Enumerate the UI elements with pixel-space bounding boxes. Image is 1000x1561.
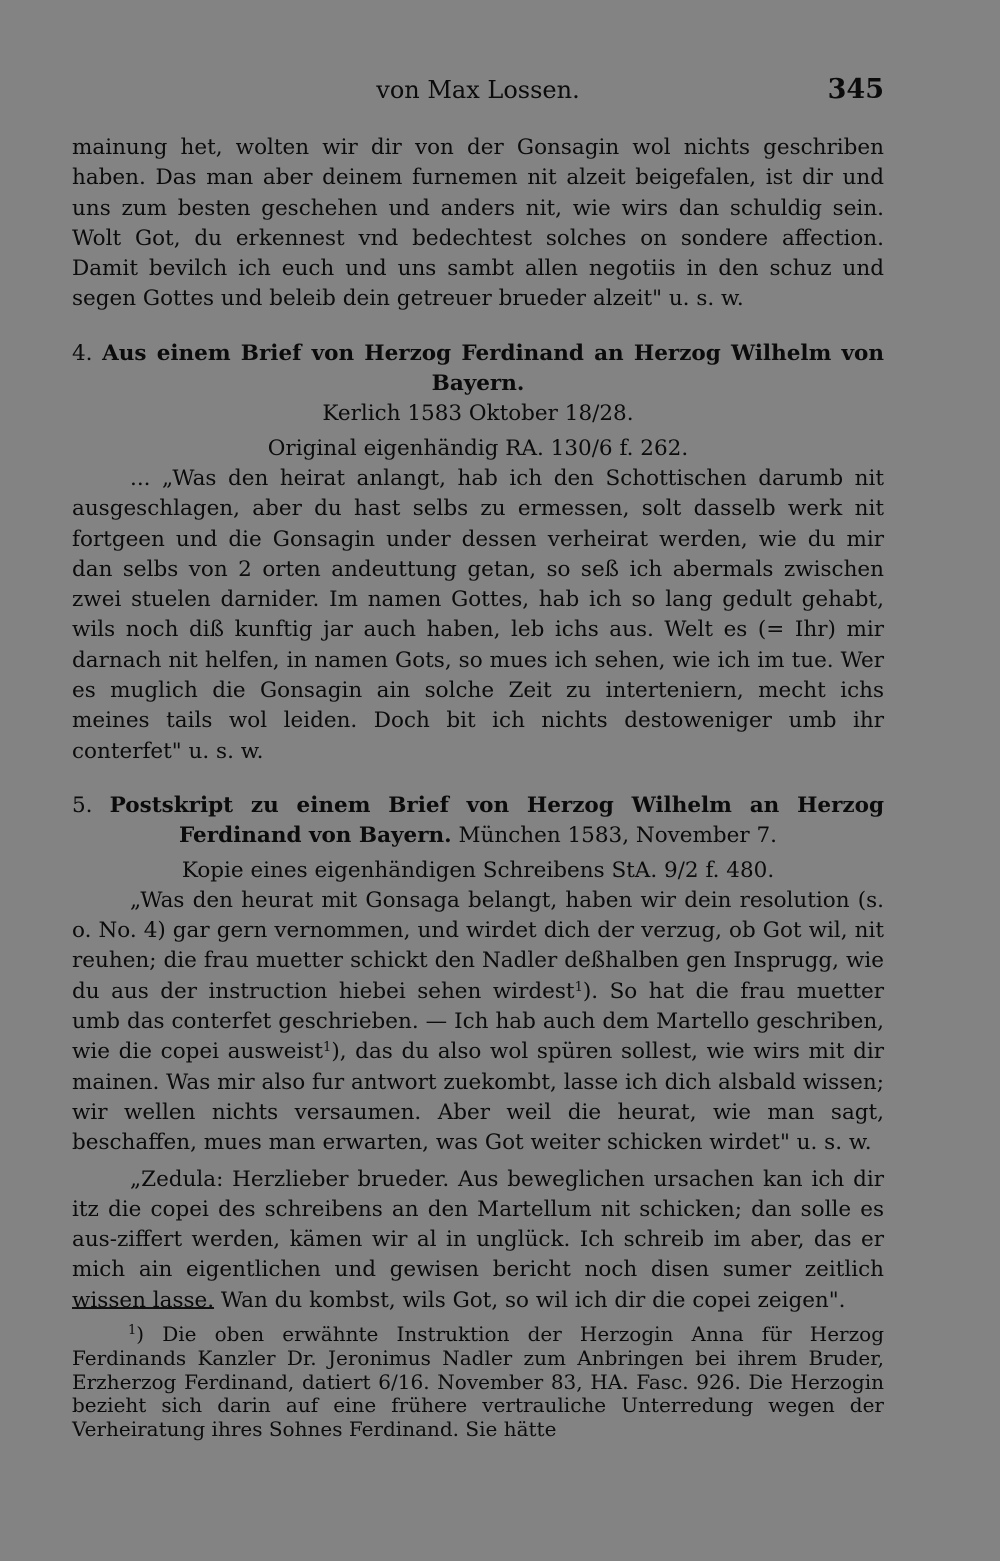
section-5-paragraph-1-part-a: „Was den heurat mit Gonsaga belangt, haben wir dein resolution (s. o. No. 4) gar gern vernommen, und wirdet dich der verzug, ob Got wil, nit reuhen; die frau muetter schickt den Nadler deßhalben gen Insprugg, wie du aus der instruction hiebei sehen wirdest bbox=[72, 887, 884, 1004]
section-4-heading bbox=[72, 339, 884, 400]
section-5-paragraph-2: „Zedula: Herzlieber brueder. Aus beweglichen ursachen kan ich dir itz die copei des schreibens an den Martellum nit schicken; dan solle es aus-ziffert werden, kämen wir al in unglück. Ich schreib im aber, das er mich ain eigentlichen und gewisen bericht noch disen sumer zeitlich wissen lasse. Wan du kombst, wils Got, so wil ich dir die copei zeigen". bbox=[72, 1166, 884, 1313]
intro-paragraph: mainung het, wolten wir dir von der Gonsagin wol nichts geschriben haben. Das man aber deinem furnemen nit alzeit beigefalen, ist dir und uns zum besten geschehen und anders nit, wie wirs dan schuldig sein. Wolt Got, du erkennest vnd bedechtest solches on sondere affection. Damit bevilch ich euch und uns sambt allen negotiis in den schuz und segen Gottes und beleib dein getreuer brueder alzeit" u. s. w. bbox=[72, 135, 884, 312]
section-4-paragraph: ... „Was den heirat anlangt, hab ich den Schottischen darumb nit ausgeschlagen, aber du hast selbs zu ermessen, solt dasselb werk nit fortgeen und die Gonsagin under dessen verheirat werden, wie du mir dan selbs von 2 orten andeuttung getan, so seß ich abermals zwischen zwei stuelen darnider. Im namen Gottes, hab ich so lang gedult gehabt, wils noch diß kunftig jar auch haben, leb ichs aus. Welt es (= Ihr) mir darnach nit helfen, in namen Gots, so mues ich sehen, wie ich im tue. Wer es muglich die Gonsagin ain solche Zeit zu interteniern, mecht ichs meines tails wol leiden. Doch bit ich nichts destoweniger umb ihr conterfet" u. s. w. bbox=[72, 465, 884, 764]
footnote-marker: 1 bbox=[128, 1323, 137, 1338]
footnote-ref: 1 bbox=[323, 1040, 332, 1056]
section-4-number: 4. bbox=[72, 340, 93, 366]
footnote-1-text: ) Die oben erwähnte Instruktion der Herzogin Anna für Herzog Ferdinands Kanzler Dr. Jeronimus Nadler zum Anbringen bei ihrem Bruder, Erzherzog Ferdinand, datiert 6/16. November 83, HA. Fasc. 926. Die Herzogin bezieht sich darin auf eine frühere vertrauliche Unterredung wegen der Verheiratung ihres Sohnes Ferdinand. Sie hätte bbox=[72, 1322, 884, 1442]
footnote-ref: 1 bbox=[574, 979, 583, 995]
section-5-paragraph-1-part-b: ). So hat die frau muetter umb das conterfet geschrieben. — Ich hab auch dem Martello geschriben, wie die copei ausweist bbox=[72, 978, 884, 1065]
section-5-paragraph-1 bbox=[72, 886, 884, 1159]
footnotes bbox=[72, 1323, 884, 1442]
page-number: 345 bbox=[827, 74, 884, 105]
running-title: von Max Lossen. bbox=[376, 76, 580, 104]
main-text bbox=[72, 133, 884, 1316]
section-4-title: Aus einem Brief von Herzog Ferdinand an Herzog Wilhelm von Bayern. bbox=[102, 340, 884, 397]
section-5-number: 5. bbox=[72, 792, 93, 818]
running-head bbox=[72, 72, 884, 108]
section-5-heading bbox=[72, 791, 884, 852]
section-5-source: Kopie eines eigenhändigen Schreibens StA. 9/2 f. 480. bbox=[181, 857, 775, 883]
section-5-title: Postskript zu einem Brief von Herzog Wilhelm an Herzog Ferdinand von Bayern. bbox=[109, 792, 884, 849]
footnote-1 bbox=[72, 1323, 884, 1442]
section-4-source: Original eigenhändig RA. 130/6 f. 262. bbox=[267, 435, 689, 461]
section-5-date: München 1583, November 7. bbox=[458, 823, 778, 849]
section-5-paragraph-1-part-c: ), das du also wol spüren sollest, wie wirs mit dir mainen. Was mir also fur antwort zuekombt, lasse ich dich alsbald wissen; wir wellen nichts versaumen. Aber weil die heurat, wie man sagt, beschaffen, mues man erwarten, was Got weiter schicken wirdet" u. s. w. bbox=[72, 1039, 884, 1156]
footnote-divider bbox=[72, 1307, 214, 1309]
section-4-date: Kerlich 1583 Oktober 18/28. bbox=[322, 401, 634, 427]
